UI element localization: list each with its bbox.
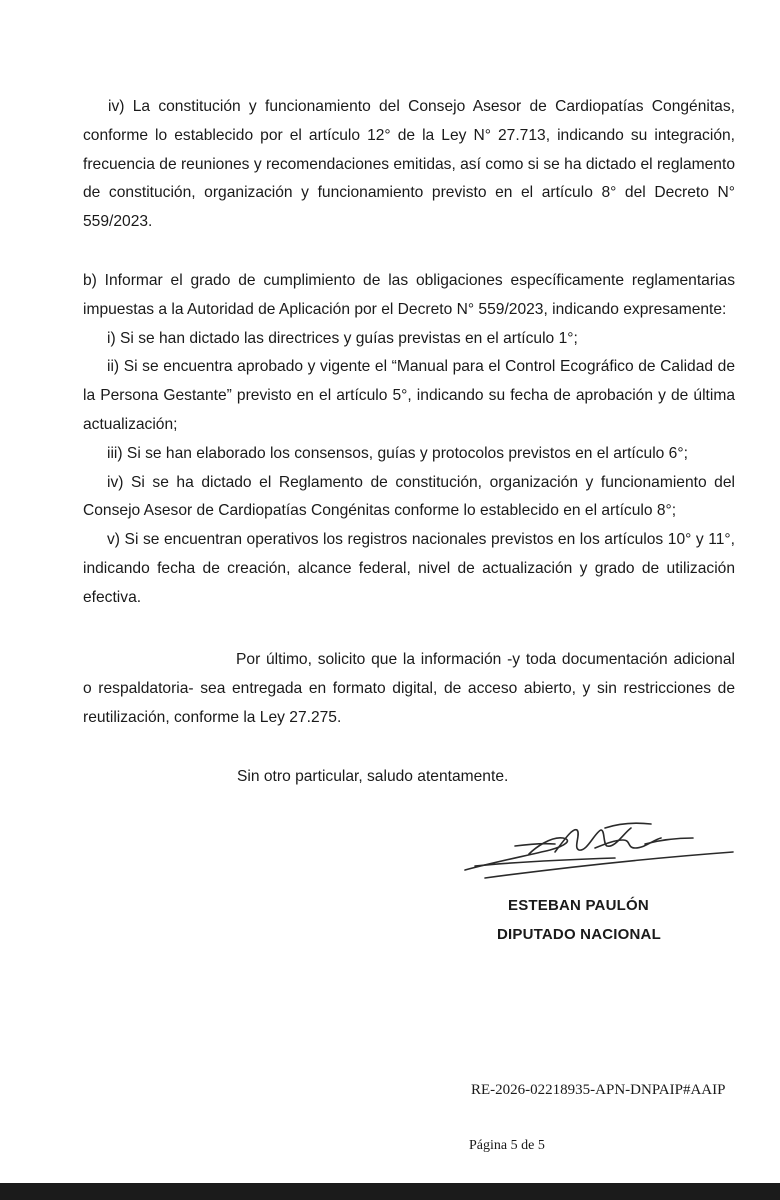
section-b — [83, 267, 735, 613]
paragraph-final-request: Por último, solicito que la información -y toda documentación adicional o respaldatoria- sea entregada en formato digital, de acceso abierto, y sin restricciones de reutilización, conforme la Ley 27.275. — [83, 651, 735, 726]
document-reference: RE-2026-02218935-APN-DNPAIP#AAIP — [471, 1082, 726, 1098]
page-number: Página 5 de 5 — [469, 1138, 545, 1153]
list-item: i) Si se han dictado las directrices y guías previstas en el artículo 1°; — [107, 329, 578, 347]
bottom-bar — [0, 1183, 780, 1200]
closing-salutation: Sin otro particular, saludo atentamente. — [237, 768, 509, 785]
paragraph-iv-council: iv) La constitución y funcionamiento del Consejo Asesor de Cardiopatías Congénitas, conforme lo establecido por el artículo 12° de la Ley N° 27.713, indicando su integración, frecuencia de reuniones y recomendaciones emitidas, así como si se ha dictado el reglamento de constitución, organización y funcionamiento previsto en el artículo 8° del Decreto N° 559/2023. — [83, 98, 735, 231]
list-item: iii) Si se han elaborado los consensos, guías y protocolos previstos en el artículo 6°; — [107, 444, 688, 462]
list-item: ii) Si se encuentra aprobado y vigente el “Manual para el Control Ecográfico de Calidad de la Persona Gestante” previsto en el artículo 5°, indicando su fecha de aprobación y de última actualización; — [83, 358, 735, 433]
signatory-role: DIPUTADO NACIONAL — [497, 926, 661, 943]
list-item: v) Si se encuentran operativos los registros nacionales previstos en los artículos 10° y 11°, indicando fecha de creación, alcance federal, nivel de actualización y grado de utilización efectiva. — [83, 531, 735, 606]
signatory-name: ESTEBAN PAULÓN — [508, 897, 649, 914]
handwritten-signature — [455, 818, 740, 888]
list-item: iv) Si se ha dictado el Reglamento de constitución, organización y funcionamiento del Consejo Asesor de Cardiopatías Congénitas conforme lo establecido en el artículo 8°; — [83, 473, 735, 520]
paragraph-b-intro: b) Informar el grado de cumplimiento de las obligaciones específicamente reglamentarias impuestas a la Autoridad de Aplicación por el Decreto N° 559/2023, indicando expresamente: — [83, 272, 735, 318]
